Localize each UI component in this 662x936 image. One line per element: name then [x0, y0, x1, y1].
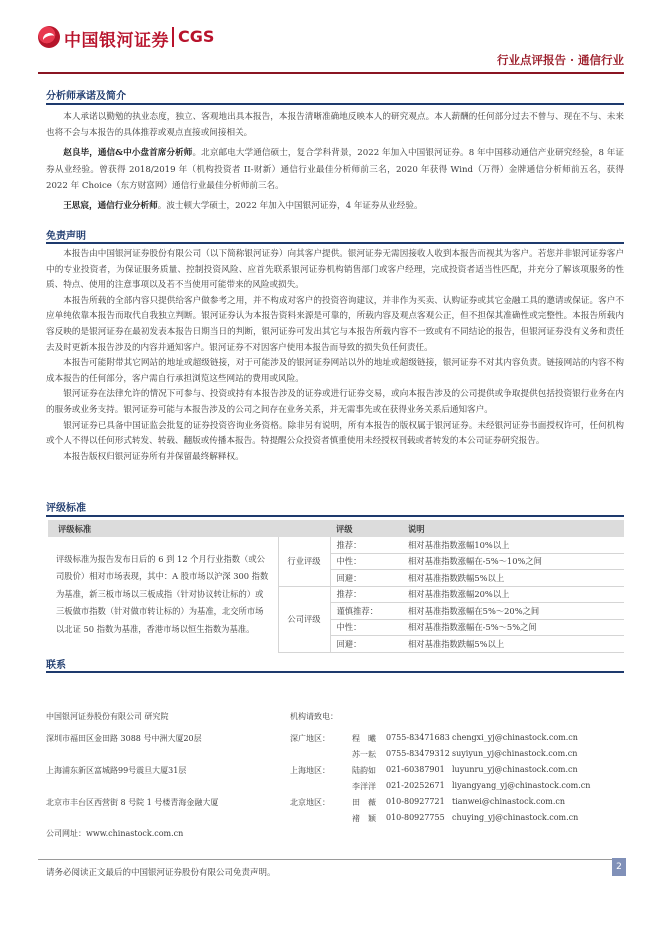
desc-cell: 相对基准指数跌幅5%以上 — [402, 570, 624, 587]
grade-cell: 推荐： — [330, 586, 402, 603]
section-title-contact: 联系 — [46, 660, 66, 671]
contact-email[interactable]: chuying_yj@chinastock.com.cn — [452, 813, 579, 822]
header-standard: 评级标准 — [48, 520, 330, 537]
disclaimer-paragraph: 本报告版权归银河证券所有并保留最终解释权。 — [63, 451, 244, 462]
disclaimer-body — [46, 247, 624, 465]
rating-table-header — [48, 520, 624, 537]
grade-cell: 谨慎推荐： — [330, 603, 402, 620]
grade-cell: 回避： — [330, 570, 402, 587]
header-divider — [38, 72, 624, 74]
footer-divider — [38, 859, 624, 860]
address-beijing: 北京市丰台区西营街 8 号院 1 号楼青海金融大厦 — [46, 798, 219, 807]
section-divider — [46, 103, 624, 105]
contact-name: 程 曦 — [352, 734, 376, 743]
disclaimer-paragraph: 本报告所载的全部内容只提供给客户做参考之用，并不构成对客户的投资咨询建议，并非作为买卖、认购证券或其它金融工具的邀请或保证。客户不应单纯依靠本报告而取代自我独立判断。银河证券认为本报告资料来源是可靠的，所载内容及观点客观公正，但不担保其准确性或完整性。本报告所载内容反映的是银河证券在最初发表本报告日期当日的判断，银河证券可发出其它与本报告所载内容不一致或有不同结论的报告，但银河证券没有义务和责任去及时更新本报告涉及的内容并通知客户。银河证券不对因客户使用本报告而导致的损失负任何责任。 — [46, 295, 624, 353]
grade-cell: 推荐： — [330, 537, 402, 553]
region-label: 上海地区： — [290, 766, 330, 775]
analyst2-name: 王思宸，通信行业分析师 — [63, 201, 158, 212]
analyst1-name: 赵良毕，通信&中小盘首席分析师 — [63, 148, 193, 159]
contact-phone: 010-80927721 — [386, 797, 445, 806]
logo-divider — [172, 27, 174, 47]
section-divider — [46, 515, 624, 517]
header-grade: 评级 — [330, 520, 402, 537]
page-number: 2 — [612, 858, 626, 876]
desc-cell: 相对基准指数涨幅在5%～20%之间 — [402, 603, 624, 620]
grade-cell: 中性： — [330, 619, 402, 636]
contact-email[interactable]: liyangyang_yj@chinastock.com.cn — [452, 781, 591, 790]
logo-icon — [38, 26, 60, 48]
analyst1-bio: 。北京邮电大学通信硕士，复合学科背景，2022 年加入中国银河证券。8 年中国移动通信产业研究经验，8 年证券从业经验。曾获得 2018/2019 年（机构投资者 II-财新）通信行业最佳分析师前三名，2020 年获得 Wind（万得）金牌通信分析师前五名，获得 2022 年 Choice（东方财富网）通信行业最佳分析师前三名。 — [46, 148, 624, 191]
desc-cell: 相对基准指数跌幅5%以上 — [402, 636, 624, 653]
contact-email[interactable]: luyunru_yj@chinastock.com.cn — [452, 765, 578, 774]
contact-name: 李洋洋 — [352, 782, 376, 791]
desc-cell: 相对基准指数涨幅20%以上 — [402, 586, 624, 603]
contact-email[interactable]: chengxi_yj@chinastock.com.cn — [452, 733, 578, 742]
company-name: 中国银河证券股份有限公司 研究院 — [46, 712, 169, 721]
section-divider — [46, 242, 624, 244]
sales-label: 机构请致电： — [290, 712, 338, 721]
contact-name: 苏一耘 — [352, 750, 376, 759]
contact-phone: 021-20252671 — [386, 781, 445, 790]
logo-text: 中国银河证券 — [64, 31, 169, 51]
report-type: 行业点评报告 · 通信行业 — [496, 53, 624, 67]
address-shenzhen: 深圳市福田区金田路 3088 号中洲大厦20层 — [46, 734, 202, 743]
analyst2-paragraph — [46, 198, 624, 214]
analyst-section-body — [46, 109, 624, 214]
disclaimer-paragraph: 本报告可能附带其它网站的地址或超级链接，对于可能涉及的银河证券网站以外的地址或超级链接，银河证券不对其内容负责。链接网站的内容不构成本报告的任何部分，客户需自行承担浏览这些网站的费用或风险。 — [46, 358, 624, 384]
rating-description: 评级标准为报告发布日后的 6 到 12 个月行业指数（或公司股价）相对市场表现，其中：A 股市场以沪深 300 指数为基准，新三板市场以三板成指（针对协议转让标的）或三板做市指数（针对做市转让标的）为基准，北交所市场以北证 50 指数为基准，香港市场以恒生指数为基准。 — [56, 553, 269, 634]
grade-cell: 中性： — [330, 553, 402, 570]
contact-email[interactable]: suyiyun_yj@chinastock.com.cn — [452, 749, 578, 758]
region-label: 北京地区： — [290, 798, 330, 807]
desc-cell: 相对基准指数涨幅10%以上 — [402, 537, 624, 553]
rating-table — [48, 520, 624, 653]
company-rating-label: 公司评级 — [278, 586, 330, 652]
section-title-rating: 评级标准 — [46, 503, 86, 514]
analyst-pledge: 本人承诺以勤勉的执业态度，独立、客观地出具本报告，本报告清晰准确地反映本人的研究观点。本人薪酬的任何部分过去不曾与、现在不与、未来也将不会与本报告的具体推荐或观点直接或间接相关。 — [46, 112, 624, 139]
contact-phone: 021-60387901 — [386, 765, 445, 774]
logo-cgs: CGS — [178, 27, 215, 46]
address-shanghai: 上海浦东新区富城路99号震旦大厦31层 — [46, 766, 187, 775]
disclaimer-paragraph: 银河证券在法律允许的情况下可参与、投资或持有本报告涉及的证券或进行证券交易，或向本报告涉及的公司提供或争取提供包括投资银行业务在内的服务或业务支持。银河证券可能与本报告涉及的公司之间存在业务关系，并无需事先或在获得业务关系后通知客户。 — [46, 389, 624, 415]
desc-cell: 相对基准指数涨幅在-5%～10%之间 — [402, 553, 624, 570]
disclaimer-paragraph: 银河证券已具备中国证监会批复的证券投资咨询业务资格。除非另有说明，所有本报告的版权属于银河证券。未经银河证券书面授权许可，任何机构或个人不得以任何形式转发、转载、翻版或传播本报告。特提醒公众投资者慎重使用未经授权刊载或者转发的本公司证券研究报告。 — [46, 420, 624, 447]
region-label: 深广地区： — [290, 734, 330, 743]
footer-notice: 请务必阅读正文最后的中国银河证券股份有限公司免责声明。 — [46, 868, 276, 878]
desc-cell: 相对基准指数涨幅在-5%～5%之间 — [402, 619, 624, 636]
contact-email[interactable]: tianwei@chinastock.com.cn — [452, 797, 566, 806]
contact-name: 陆韵如 — [352, 766, 376, 775]
company-website[interactable]: 公司网址：www.chinastock.com.cn — [46, 829, 184, 838]
section-title-disclaimer: 免责声明 — [46, 231, 86, 242]
section-title-analyst: 分析师承诺及简介 — [46, 91, 126, 102]
grade-cell: 回避： — [330, 636, 402, 653]
header-desc: 说明 — [402, 520, 624, 537]
contact-phone: 0755-83471683 — [386, 733, 450, 742]
contact-name: 褚 颖 — [352, 814, 376, 823]
disclaimer-paragraph: 本报告由中国银河证券股份有限公司（以下简称银河证券）向其客户提供。银河证券无需因接收人收到本报告而视其为客户。若您并非银河证券客户中的专业投资者，为保证服务质量、控制投资风险、应首先联系银河证券机构销售部门或客户经理，完成投资者适当性匹配，并充分了解该项服务的性质、特点、使用的注意事项以及若不当使用可能带来的风险或损失。 — [46, 249, 624, 291]
contact-phone: 0755-83479312 — [386, 749, 450, 758]
analyst1-paragraph — [46, 145, 624, 194]
contact-name: 田 薇 — [352, 798, 376, 807]
analyst2-bio: 。波士顿大学硕士，2022 年加入中国银河证券，4 年证券从业经验。 — [157, 201, 423, 212]
contact-phone: 010-80927755 — [386, 813, 445, 822]
industry-rating-label: 行业评级 — [278, 537, 330, 586]
table-row — [48, 537, 624, 553]
section-divider — [46, 671, 624, 673]
